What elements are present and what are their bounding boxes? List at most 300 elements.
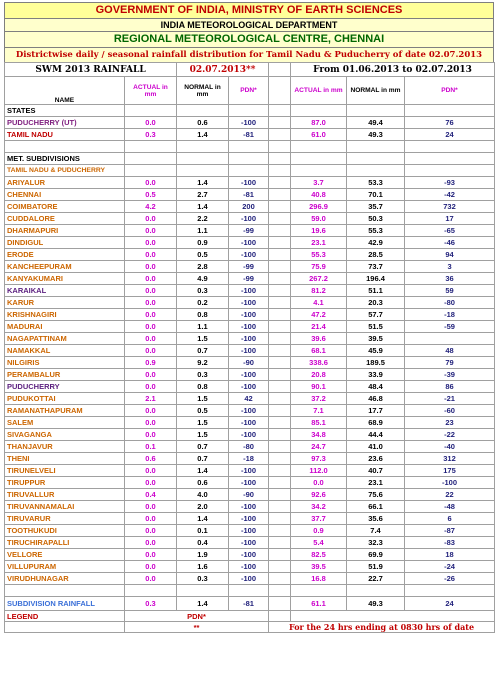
legend-note: For the 24 hrs ending at 0830 hrs of date xyxy=(269,622,495,633)
legend-row xyxy=(5,611,495,622)
district-row-d-act: 0.0 xyxy=(125,573,177,585)
district-row xyxy=(5,333,495,345)
gap-cell xyxy=(269,285,291,297)
blank-row xyxy=(5,585,495,597)
gap-cell xyxy=(269,501,291,513)
gap-cell xyxy=(269,213,291,225)
district-row-name: CUDDALORE xyxy=(5,213,125,225)
gap-cell xyxy=(269,465,291,477)
gap-cell xyxy=(269,129,291,141)
district-row-d-act: 0.9 xyxy=(125,357,177,369)
district-row-s-act: 40.8 xyxy=(291,189,347,201)
district-row-s-pdn: 17 xyxy=(405,213,495,225)
district-row xyxy=(5,321,495,333)
gap-cell xyxy=(269,273,291,285)
district-row-d-act: 0.0 xyxy=(125,369,177,381)
district-row-name: TIRUPPUR xyxy=(5,477,125,489)
district-row-s-norm: 69.9 xyxy=(347,549,405,561)
district-row xyxy=(5,405,495,417)
department-title: INDIA METEOROLOGICAL DEPARTMENT xyxy=(4,18,494,31)
district-row-d-norm: 1.9 xyxy=(177,549,229,561)
district-row-s-act: 47.2 xyxy=(291,309,347,321)
district-row-d-act: 0.0 xyxy=(125,225,177,237)
district-row-d-act: 0.1 xyxy=(125,441,177,453)
district-row-name: PUDUKOTTAI xyxy=(5,393,125,405)
gap-cell xyxy=(269,297,291,309)
district-row xyxy=(5,249,495,261)
state-row xyxy=(5,117,495,129)
col-actual-header: ACTUAL in mm xyxy=(125,77,177,105)
district-row-d-act: 0.5 xyxy=(125,189,177,201)
legend-pdn: PDN* xyxy=(125,611,269,622)
district-row-s-pdn: -83 xyxy=(405,537,495,549)
subdivision-total-row xyxy=(5,597,495,611)
district-row-s-pdn: 23 xyxy=(405,417,495,429)
district-row-d-pdn: 42 xyxy=(229,393,269,405)
district-row-d-norm: 0.4 xyxy=(177,537,229,549)
district-row-d-pdn: -99 xyxy=(229,261,269,273)
district-row-name: NAMAKKAL xyxy=(5,345,125,357)
district-row-d-pdn: -81 xyxy=(229,189,269,201)
district-row-d-pdn: -100 xyxy=(229,525,269,537)
district-row-d-act: 0.0 xyxy=(125,285,177,297)
district-row-d-pdn: -100 xyxy=(229,537,269,549)
state-row-name: TAMIL NADU xyxy=(5,129,125,141)
district-row-s-norm: 46.8 xyxy=(347,393,405,405)
district-row-s-act: 37.2 xyxy=(291,393,347,405)
state-row-s-pdn: 76 xyxy=(405,117,495,129)
district-row-d-norm: 1.4 xyxy=(177,201,229,213)
district-row-name: TIRUVANNAMALAI xyxy=(5,501,125,513)
col-pdn-header: PDN* xyxy=(229,77,269,105)
district-row-d-norm: 0.7 xyxy=(177,453,229,465)
col-normal-header-seasonal: NORMAL in mm xyxy=(347,77,405,105)
district-row-d-norm: 0.7 xyxy=(177,441,229,453)
district-row-d-pdn: -100 xyxy=(229,381,269,393)
district-row-name: CHENNAI xyxy=(5,189,125,201)
district-row-s-pdn: -100 xyxy=(405,477,495,489)
district-row-d-act: 0.0 xyxy=(125,177,177,189)
state-row-s-act: 87.0 xyxy=(291,117,347,129)
district-row-d-pdn: -100 xyxy=(229,417,269,429)
district-row-s-pdn: 3 xyxy=(405,261,495,273)
district-row-s-norm: 20.3 xyxy=(347,297,405,309)
gap-cell xyxy=(269,117,291,129)
district-row-s-norm: 57.7 xyxy=(347,309,405,321)
col-normal-header: NORMAL in mm xyxy=(177,77,229,105)
district-row-d-norm: 0.8 xyxy=(177,381,229,393)
swm-label: SWM 2013 RAINFALL xyxy=(5,63,177,77)
district-row-s-act: 90.1 xyxy=(291,381,347,393)
district-row-s-act: 0.0 xyxy=(291,477,347,489)
gap-cell xyxy=(269,513,291,525)
district-row-d-norm: 1.4 xyxy=(177,177,229,189)
district-row-d-act: 0.0 xyxy=(125,513,177,525)
state-row-d-norm: 0.6 xyxy=(177,117,229,129)
district-row-s-act: 20.8 xyxy=(291,369,347,381)
district-row xyxy=(5,513,495,525)
district-row-s-norm: 33.9 xyxy=(347,369,405,381)
district-row-s-act: 34.2 xyxy=(291,501,347,513)
district-row-s-pdn: -80 xyxy=(405,297,495,309)
district-row-s-pdn: 6 xyxy=(405,513,495,525)
gap-cell xyxy=(269,611,291,622)
legend-label: LEGEND xyxy=(5,611,125,622)
district-row-s-norm: 7.4 xyxy=(347,525,405,537)
gap-cell xyxy=(269,369,291,381)
district-row-name: TIRUCHIRAPALLI xyxy=(5,537,125,549)
district-row-d-pdn: -100 xyxy=(229,405,269,417)
district-row-s-pdn: -93 xyxy=(405,177,495,189)
district-row-d-norm: 2.0 xyxy=(177,501,229,513)
district-row xyxy=(5,237,495,249)
district-row-s-pdn: 732 xyxy=(405,201,495,213)
gap-cell xyxy=(269,561,291,573)
district-row-d-norm: 1.1 xyxy=(177,321,229,333)
district-row-d-pdn: -100 xyxy=(229,369,269,381)
district-row-s-act: 24.7 xyxy=(291,441,347,453)
district-row-s-act: 338.6 xyxy=(291,357,347,369)
gap-cell xyxy=(269,489,291,501)
district-row-s-pdn: 48 xyxy=(405,345,495,357)
district-row-s-norm: 55.3 xyxy=(347,225,405,237)
district-row-s-act: 39.6 xyxy=(291,333,347,345)
district-row xyxy=(5,453,495,465)
district-row-s-pdn: -21 xyxy=(405,393,495,405)
gap-cell xyxy=(269,249,291,261)
gap-cell xyxy=(269,393,291,405)
district-row-name: ARIYALUR xyxy=(5,177,125,189)
district-row-d-pdn: -100 xyxy=(229,213,269,225)
district-row-d-norm: 2.2 xyxy=(177,213,229,225)
subdivision-total-row-d-pdn: -81 xyxy=(229,597,269,611)
gap-cell xyxy=(269,333,291,345)
district-row xyxy=(5,201,495,213)
district-row-name: TIRUNELVELI xyxy=(5,465,125,477)
state-row-d-act: 0.3 xyxy=(125,129,177,141)
district-row-s-pdn: -87 xyxy=(405,525,495,537)
state-row-d-pdn: -81 xyxy=(229,129,269,141)
district-row xyxy=(5,525,495,537)
district-row-s-pdn: -65 xyxy=(405,225,495,237)
met-subdivisions-row xyxy=(5,153,495,165)
district-row xyxy=(5,369,495,381)
district-row-d-act: 0.0 xyxy=(125,417,177,429)
district-row-s-norm: 40.7 xyxy=(347,465,405,477)
section-met-subdivisions: MET. SUBDIVISIONS xyxy=(5,153,125,165)
district-row-s-norm: 45.9 xyxy=(347,345,405,357)
gap-cell xyxy=(269,441,291,453)
district-row-s-act: 75.9 xyxy=(291,261,347,273)
district-row-d-pdn: -100 xyxy=(229,249,269,261)
district-row-d-norm: 0.1 xyxy=(177,525,229,537)
district-row-d-norm: 0.5 xyxy=(177,405,229,417)
district-row-s-norm: 35.6 xyxy=(347,513,405,525)
gap-cell xyxy=(269,417,291,429)
gap-cell xyxy=(269,381,291,393)
district-row xyxy=(5,465,495,477)
gap-cell xyxy=(269,237,291,249)
district-row-s-pdn: -26 xyxy=(405,573,495,585)
district-row-name: SIVAGANGA xyxy=(5,429,125,441)
district-row-d-pdn: -100 xyxy=(229,561,269,573)
district-row-s-pdn: -60 xyxy=(405,405,495,417)
district-row-d-pdn: -100 xyxy=(229,549,269,561)
district-row-s-pdn: 36 xyxy=(405,273,495,285)
district-row-d-norm: 1.5 xyxy=(177,429,229,441)
district-row-d-act: 0.0 xyxy=(125,561,177,573)
district-row-d-act: 0.6 xyxy=(125,453,177,465)
col-pdn-header-seasonal: PDN* xyxy=(405,77,495,105)
district-row-s-act: 5.4 xyxy=(291,537,347,549)
section-tn-pudu: TAMIL NADU & PUDUCHERRY xyxy=(5,165,125,177)
district-row-d-norm: 1.5 xyxy=(177,393,229,405)
gap-cell xyxy=(269,261,291,273)
district-row-s-act: 97.3 xyxy=(291,453,347,465)
district-row-name: KRISHNAGIRI xyxy=(5,309,125,321)
district-row-d-pdn: -80 xyxy=(229,441,269,453)
district-row-d-pdn: -100 xyxy=(229,321,269,333)
district-row xyxy=(5,357,495,369)
district-row xyxy=(5,489,495,501)
district-row-d-act: 0.0 xyxy=(125,333,177,345)
district-row xyxy=(5,261,495,273)
district-row-s-act: 19.6 xyxy=(291,225,347,237)
state-row-d-pdn: -100 xyxy=(229,117,269,129)
district-row-s-pdn: -48 xyxy=(405,501,495,513)
gap-cell xyxy=(269,189,291,201)
district-row xyxy=(5,549,495,561)
gap-cell xyxy=(269,309,291,321)
district-row-s-act: 267.2 xyxy=(291,273,347,285)
district-row-d-act: 0.0 xyxy=(125,261,177,273)
state-row-s-norm: 49.3 xyxy=(347,129,405,141)
district-row-s-act: 0.9 xyxy=(291,525,347,537)
district-row-s-norm: 28.5 xyxy=(347,249,405,261)
district-row-d-act: 0.0 xyxy=(125,477,177,489)
district-row xyxy=(5,477,495,489)
district-row-d-pdn: -90 xyxy=(229,489,269,501)
district-row-s-pdn: -42 xyxy=(405,189,495,201)
district-row-s-norm: 17.7 xyxy=(347,405,405,417)
district-row-s-pdn: -24 xyxy=(405,561,495,573)
district-row-d-norm: 0.3 xyxy=(177,369,229,381)
district-row-name: VILLUPURAM xyxy=(5,561,125,573)
district-row-name: SALEM xyxy=(5,417,125,429)
gap-cell xyxy=(269,345,291,357)
district-row-d-pdn: -100 xyxy=(229,501,269,513)
district-row-s-pdn: 22 xyxy=(405,489,495,501)
subdivision-total-row-s-norm: 49.3 xyxy=(347,597,405,611)
blank-row xyxy=(5,141,495,153)
district-row-s-pdn: -59 xyxy=(405,321,495,333)
district-row-name: KANYAKUMARI xyxy=(5,273,125,285)
district-row-s-act: 34.8 xyxy=(291,429,347,441)
district-row xyxy=(5,441,495,453)
district-row-d-pdn: -100 xyxy=(229,429,269,441)
district-row xyxy=(5,417,495,429)
district-row-s-pdn: -46 xyxy=(405,237,495,249)
district-row-d-pdn: -99 xyxy=(229,273,269,285)
ministry-title: GOVERNMENT OF INDIA, MINISTRY OF EARTH SCIENCES xyxy=(4,2,494,18)
district-row-name: ERODE xyxy=(5,249,125,261)
district-row-s-norm: 23.6 xyxy=(347,453,405,465)
district-row-d-pdn: -90 xyxy=(229,357,269,369)
subdivision-total-row-d-act: 0.3 xyxy=(125,597,177,611)
district-row-s-act: 55.3 xyxy=(291,249,347,261)
district-row-s-norm: 42.9 xyxy=(347,237,405,249)
district-row-d-act: 4.2 xyxy=(125,201,177,213)
gap-cell xyxy=(269,537,291,549)
district-row xyxy=(5,273,495,285)
state-row-d-norm: 1.4 xyxy=(177,129,229,141)
district-row-s-pdn: 312 xyxy=(405,453,495,465)
district-row-s-norm: 41.0 xyxy=(347,441,405,453)
district-row-s-norm: 44.4 xyxy=(347,429,405,441)
district-row-s-pdn: 18 xyxy=(405,549,495,561)
gap-cell xyxy=(269,573,291,585)
district-row-d-pdn: -100 xyxy=(229,285,269,297)
district-row-d-norm: 0.3 xyxy=(177,285,229,297)
district-row-s-act: 7.1 xyxy=(291,405,347,417)
district-row-s-act: 112.0 xyxy=(291,465,347,477)
district-row-d-norm: 4.9 xyxy=(177,273,229,285)
district-row-d-norm: 0.3 xyxy=(177,573,229,585)
district-row-name: NAGAPATTINAM xyxy=(5,333,125,345)
gap-cell xyxy=(269,321,291,333)
district-row-d-act: 0.0 xyxy=(125,345,177,357)
gap-cell xyxy=(269,225,291,237)
district-row-d-norm: 1.5 xyxy=(177,417,229,429)
state-row xyxy=(5,129,495,141)
district-row-d-act: 0.0 xyxy=(125,405,177,417)
district-row-s-act: 4.1 xyxy=(291,297,347,309)
district-row-s-norm: 53.3 xyxy=(347,177,405,189)
col-name-header: NAME xyxy=(5,77,125,105)
district-row-d-act: 0.0 xyxy=(125,549,177,561)
legend-stars: ** xyxy=(125,622,269,633)
district-row-s-pdn: -22 xyxy=(405,429,495,441)
subdivision-total-row-name: SUBDIVISION RAINFALL xyxy=(5,597,125,611)
state-row-s-act: 61.0 xyxy=(291,129,347,141)
district-row xyxy=(5,297,495,309)
district-row-s-act: 296.9 xyxy=(291,201,347,213)
district-row-d-norm: 4.0 xyxy=(177,489,229,501)
district-row-d-pdn: -100 xyxy=(229,309,269,321)
district-row-d-pdn: -100 xyxy=(229,477,269,489)
state-row-s-pdn: 24 xyxy=(405,129,495,141)
district-row-d-act: 0.0 xyxy=(125,465,177,477)
district-row xyxy=(5,225,495,237)
district-row-d-act: 0.0 xyxy=(125,297,177,309)
district-row-d-norm: 0.9 xyxy=(177,237,229,249)
district-row-s-norm: 189.5 xyxy=(347,357,405,369)
district-row xyxy=(5,429,495,441)
district-row-s-norm: 23.1 xyxy=(347,477,405,489)
district-row-d-norm: 1.6 xyxy=(177,561,229,573)
district-row-s-norm: 51.9 xyxy=(347,561,405,573)
district-row-s-act: 23.1 xyxy=(291,237,347,249)
district-row-s-act: 92.6 xyxy=(291,489,347,501)
district-row xyxy=(5,537,495,549)
district-row-d-act: 0.0 xyxy=(125,501,177,513)
district-row-s-pdn: 59 xyxy=(405,285,495,297)
district-row xyxy=(5,309,495,321)
district-row-s-act: 81.2 xyxy=(291,285,347,297)
district-row-s-norm: 75.6 xyxy=(347,489,405,501)
district-row-d-act: 0.0 xyxy=(125,429,177,441)
district-row-s-pdn: -39 xyxy=(405,369,495,381)
district-row-s-norm: 73.7 xyxy=(347,261,405,273)
district-row-d-norm: 2.7 xyxy=(177,189,229,201)
gap-cell xyxy=(269,63,291,77)
district-row xyxy=(5,573,495,585)
district-row-s-pdn: 79 xyxy=(405,357,495,369)
gap-cell xyxy=(269,525,291,537)
district-row-name: THANJAVUR xyxy=(5,441,125,453)
district-row xyxy=(5,393,495,405)
district-row-name: VELLORE xyxy=(5,549,125,561)
district-row-d-act: 0.0 xyxy=(125,309,177,321)
district-row-s-norm: 68.9 xyxy=(347,417,405,429)
legend-note-row xyxy=(5,622,495,633)
district-row-s-act: 16.8 xyxy=(291,573,347,585)
district-row-d-pdn: 200 xyxy=(229,201,269,213)
district-row-d-act: 0.0 xyxy=(125,213,177,225)
district-row-d-act: 0.0 xyxy=(125,249,177,261)
district-row-d-norm: 1.4 xyxy=(177,513,229,525)
district-row-d-act: 0.0 xyxy=(125,525,177,537)
district-row-s-act: 85.1 xyxy=(291,417,347,429)
district-row-name: KARAIKAL xyxy=(5,285,125,297)
district-row-d-norm: 1.4 xyxy=(177,465,229,477)
district-row-name: DHARMAPURI xyxy=(5,225,125,237)
gap-cell xyxy=(269,77,291,105)
district-row-name: THENI xyxy=(5,453,125,465)
district-row-d-pdn: -100 xyxy=(229,333,269,345)
subdivision-total-row-s-act: 61.1 xyxy=(291,597,347,611)
gap-cell xyxy=(269,477,291,489)
district-row-name: DINDIGUL xyxy=(5,237,125,249)
district-row-s-act: 39.5 xyxy=(291,561,347,573)
district-row-d-act: 2.1 xyxy=(125,393,177,405)
district-row xyxy=(5,177,495,189)
gap-cell xyxy=(269,357,291,369)
district-row xyxy=(5,213,495,225)
swm-date: 02.07.2013** xyxy=(177,63,269,77)
district-row-s-norm: 48.4 xyxy=(347,381,405,393)
gap-cell xyxy=(269,201,291,213)
district-row-d-pdn: -100 xyxy=(229,345,269,357)
district-row-d-act: 0.0 xyxy=(125,273,177,285)
district-row-d-act: 0.0 xyxy=(125,537,177,549)
subdivision-heading-row xyxy=(5,165,495,177)
district-row-s-norm: 50.3 xyxy=(347,213,405,225)
district-row-d-norm: 0.2 xyxy=(177,297,229,309)
district-row-s-pdn: 175 xyxy=(405,465,495,477)
district-row-name: TIRUVARUR xyxy=(5,513,125,525)
district-row-s-pdn: -40 xyxy=(405,441,495,453)
district-row xyxy=(5,501,495,513)
district-row-s-norm: 66.1 xyxy=(347,501,405,513)
col-actual-header-seasonal: ACTUAL in mm xyxy=(291,77,347,105)
district-row-d-pdn: -100 xyxy=(229,465,269,477)
gap-cell xyxy=(269,453,291,465)
district-row-s-act: 37.7 xyxy=(291,513,347,525)
district-row xyxy=(5,189,495,201)
district-row-s-norm: 35.7 xyxy=(347,201,405,213)
gap-cell xyxy=(269,429,291,441)
